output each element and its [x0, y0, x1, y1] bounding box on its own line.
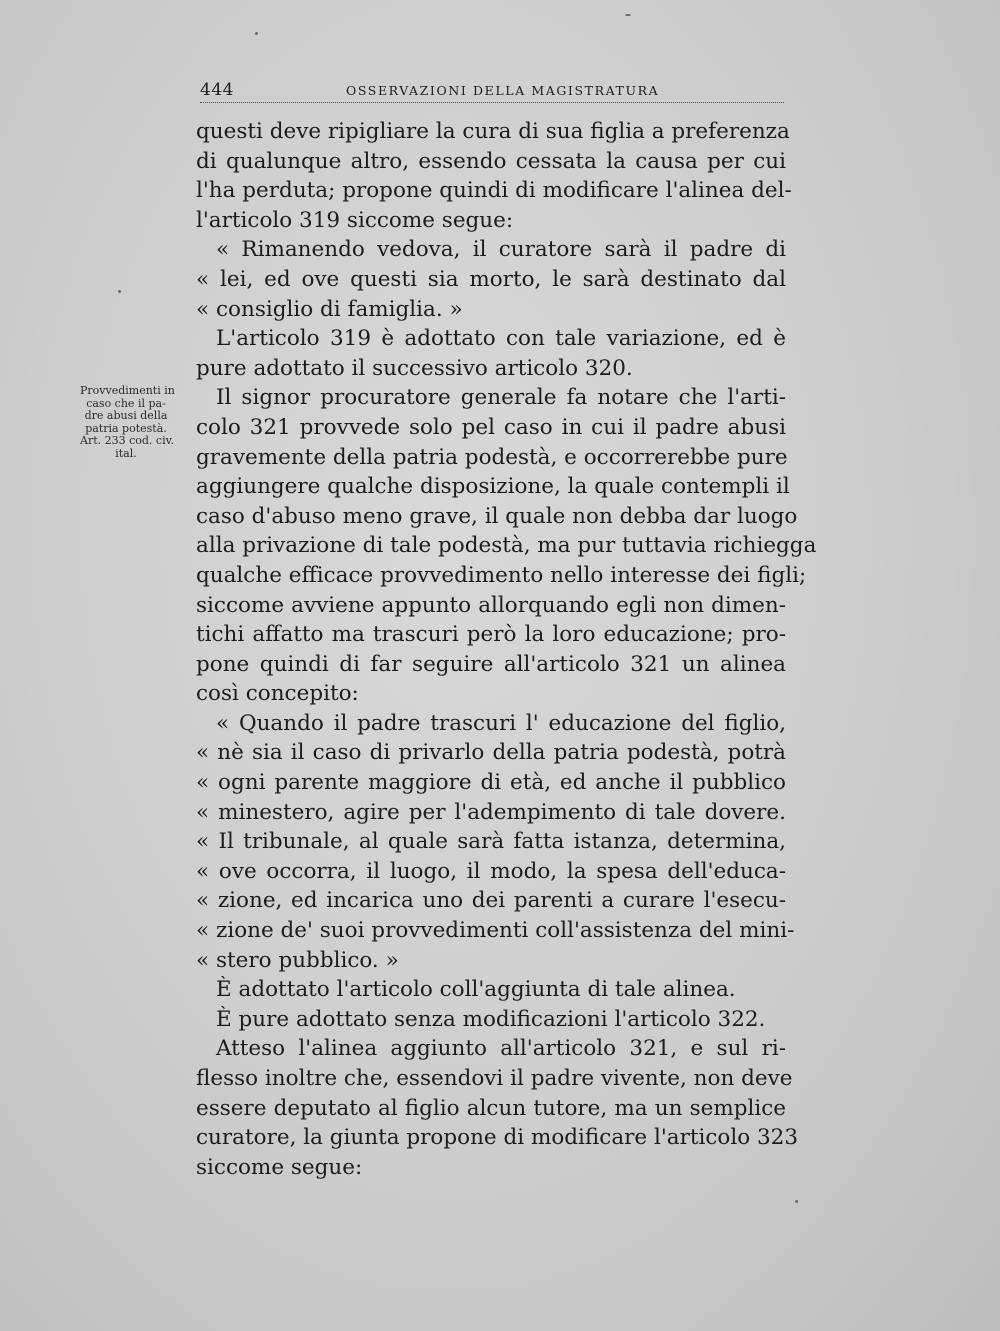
- quote-line: « zione, ed incarica uno dei parenti a curare l'esecu-: [196, 888, 786, 914]
- text-line: caso d'abuso meno grave, il quale non debba dar luogo: [196, 503, 798, 529]
- text-line: flesso inoltre che, essendovi il padre vivente, non deve: [196, 1066, 793, 1091]
- text-line: pure adottato il successivo articolo 320.: [196, 355, 633, 381]
- text-line: di qualunque altro, essendo cessata la causa per cui: [196, 148, 786, 174]
- quote-line: « lei, ed ove questi sia morto, le sarà destinato dal: [196, 266, 786, 292]
- text-line: Atteso l'alinea aggiunto all'articolo 321, e sul ri-: [216, 1036, 786, 1062]
- text-line: gravemente della patria podestà, e occorrerebbe pure: [196, 444, 788, 470]
- quote-line: « nè sia il caso di privarlo della patria podestà, potrà: [196, 740, 786, 766]
- quote-line: « stero pubblico. »: [196, 947, 399, 973]
- text-line: pone quindi di far seguire all'articolo 321 un alinea: [196, 651, 786, 677]
- quote-line: « zione de' suoi provvedimenti coll'assistenza del mini-: [196, 918, 795, 944]
- text-line: curatore, la giunta propone di modificare l'articolo 323: [196, 1125, 799, 1151]
- quote-line: « ogni parente maggiore di età, ed anche il pubblico: [196, 770, 786, 796]
- margin-note-line: Provvedimenti in: [80, 384, 175, 397]
- text-line: l'ha perduta; propone quindi di modificare l'alinea del-: [196, 178, 792, 204]
- paper-speck: [625, 14, 631, 16]
- margin-note: [80, 384, 175, 460]
- text-line: essere deputato al figlio alcun tutore, ma un semplice: [196, 1095, 786, 1121]
- paper-speck: [795, 1200, 798, 1203]
- quote-line: « Quando il padre trascuri l' educazione del figlio,: [216, 710, 786, 736]
- text-line: qualche efficace provvedimento nello interesse dei figli;: [196, 562, 807, 588]
- text-line: così concepito:: [196, 681, 359, 707]
- text-line: Il signor procuratore generale fa notare che l'arti-: [216, 385, 786, 411]
- quote-line: « minestero, agire per l'adempimento di tale dovere.: [196, 799, 786, 825]
- text-line: È pure adottato senza modificazioni l'articolo 322.: [216, 1006, 766, 1032]
- text-line: È adottato l'articolo coll'aggiunta di tale alinea.: [216, 977, 736, 1003]
- text-line: alla privazione di tale podestà, ma pur tuttavia richiegga: [196, 533, 817, 559]
- text-line: aggiungere qualche disposizione, la quale contempli il: [196, 474, 790, 500]
- text-line: siccome avviene appunto allorquando egli non dimen-: [196, 592, 786, 618]
- quote-line: « consiglio di famiglia. »: [196, 296, 463, 322]
- paper-speck: [255, 32, 258, 35]
- margin-note-line: Art. 233 cod. civ.: [80, 434, 175, 447]
- margin-note-line: patria potestà.: [85, 421, 167, 435]
- text-line: L'articolo 319 è adottato con tale variazione, ed è: [216, 326, 786, 352]
- text-line: questi deve ripigliare la cura di sua figlia a preferenza: [196, 119, 790, 144]
- quote-line: « Il tribunale, al quale sarà fatta istanza, determina,: [196, 829, 786, 855]
- margin-note-line: ital.: [115, 446, 137, 460]
- page-header: [200, 76, 784, 103]
- text-line: colo 321 provvede solo pel caso in cui il padre abusi: [196, 414, 786, 440]
- quote-line: « Rimanendo vedova, il curatore sarà il padre di: [216, 237, 786, 263]
- page-number: 444: [200, 80, 234, 100]
- quote-line: « ove occorra, il luogo, il modo, la spesa dell'educa-: [196, 858, 786, 884]
- margin-note-line: caso che il pa-: [86, 396, 166, 410]
- paper-speck: [118, 290, 121, 293]
- running-head: OSSERVAZIONI DELLA MAGISTRATURA: [346, 83, 660, 98]
- body-text: [196, 117, 817, 1182]
- margin-note-line: dre abusi della: [84, 409, 168, 422]
- text-line: siccome segue:: [196, 1154, 363, 1180]
- text-line: tichi affatto ma trascuri però la loro educazione; pro-: [196, 622, 786, 648]
- text-line: l'articolo 319 siccome segue:: [196, 207, 514, 233]
